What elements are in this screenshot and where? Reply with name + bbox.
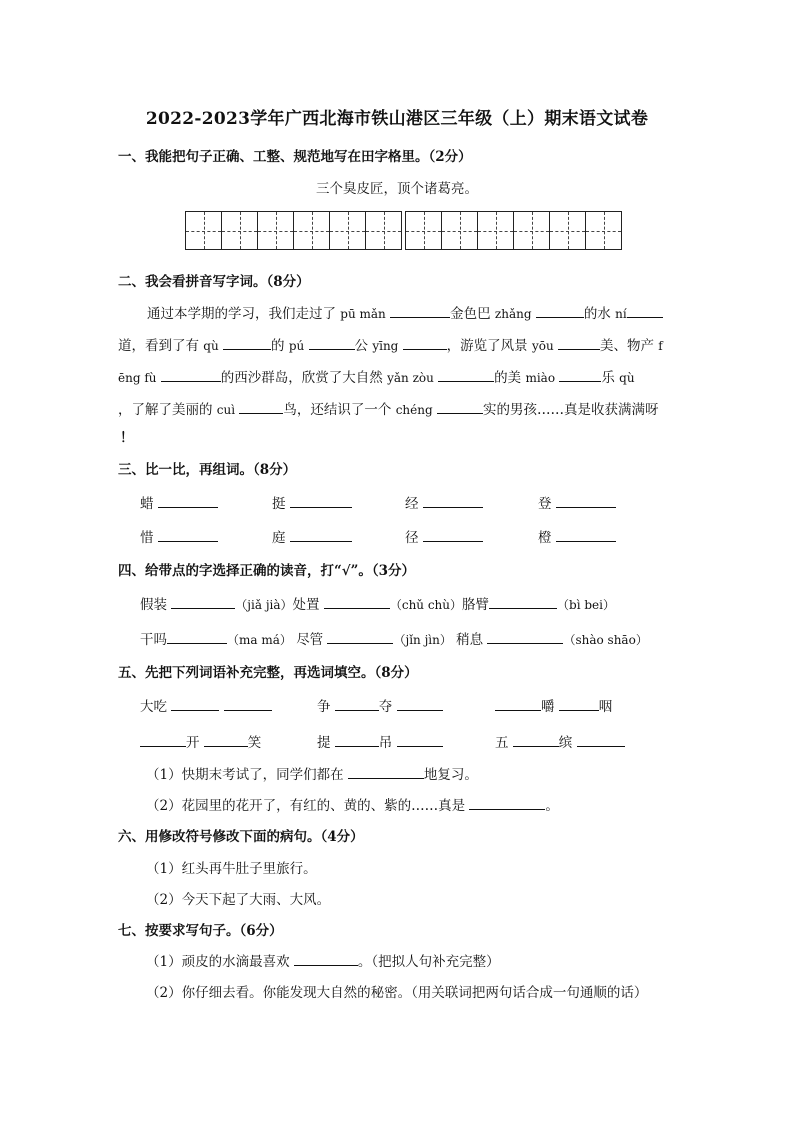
reading-row-2	[140, 628, 648, 648]
answer-blank[interactable]	[536, 303, 584, 318]
answer-blank[interactable]	[438, 367, 494, 382]
character: 挺	[272, 496, 286, 512]
word: 处置	[292, 597, 320, 613]
pinyin-options[interactable]: （shào shāo）	[563, 633, 648, 647]
pinyin-options[interactable]: （jiǎ jià）	[235, 598, 293, 612]
character: 蜡	[140, 496, 154, 512]
text: 缤	[558, 735, 573, 751]
character: 庭	[272, 530, 286, 546]
tianzige-cell[interactable]	[293, 212, 329, 249]
pinyin: qù	[619, 371, 635, 385]
pinyin-line-2	[118, 334, 663, 354]
tianzige-cell[interactable]	[221, 212, 257, 249]
text: 鸟，还结识了一个	[283, 402, 392, 418]
answer-blank[interactable]	[327, 629, 393, 644]
answer-blank[interactable]	[495, 696, 541, 711]
idiom-item	[495, 731, 625, 751]
text: 嚼	[541, 699, 555, 715]
text: ，了解了美丽的	[118, 402, 213, 418]
answer-blank[interactable]	[224, 696, 272, 711]
answer-blank[interactable]	[403, 335, 447, 350]
text: 乐	[601, 370, 615, 386]
pinyin: yīng	[372, 339, 399, 353]
answer-blank[interactable]	[290, 527, 352, 542]
character: 惜	[140, 530, 154, 546]
text: 美、物产	[599, 338, 654, 354]
answer-blank[interactable]	[223, 335, 271, 350]
answer-blank[interactable]	[423, 527, 483, 542]
section-3-heading: 三、比一比，再组词。（8分）	[118, 462, 297, 478]
text: 五	[495, 735, 509, 751]
text: 吊	[378, 735, 393, 751]
answer-blank[interactable]	[487, 629, 563, 644]
text: 实的男孩……真是收获满满呀	[482, 402, 659, 418]
tianzige-cell[interactable]	[406, 212, 441, 249]
answer-blank[interactable]	[204, 732, 248, 747]
pinyin: yǎn zòu	[387, 371, 434, 385]
word: 假装	[140, 597, 167, 613]
answer-blank[interactable]	[171, 594, 235, 609]
answer-blank[interactable]	[437, 399, 483, 414]
text: 的美	[494, 370, 522, 386]
rewrite-question-2: （2）你仔细去看。你能发现大自然的秘密。（用关联词把两句话合成一句通顺的话）	[146, 985, 648, 1001]
text: 的西沙群岛，欣赏了大自然	[220, 370, 383, 386]
answer-blank[interactable]	[556, 527, 616, 542]
tianzige-group-2	[405, 211, 622, 250]
answer-blank[interactable]	[335, 696, 379, 711]
answer-blank[interactable]	[309, 335, 355, 350]
pinyin: zhǎng	[494, 307, 532, 321]
compare-item	[140, 492, 218, 512]
pinyin: pū mǎn	[340, 307, 386, 321]
answer-blank[interactable]	[397, 696, 443, 711]
answer-blank[interactable]	[335, 732, 379, 747]
answer-blank[interactable]	[556, 493, 616, 508]
section-1-heading: 一、我能把句子正确、工整、规范地写在田字格里。（2分）	[118, 149, 472, 165]
text: 提	[317, 735, 331, 751]
text: 金色巴	[450, 306, 491, 322]
answer-blank[interactable]	[469, 795, 545, 810]
compare-item	[272, 526, 352, 546]
text: （1）顽皮的水滴最喜欢	[146, 954, 290, 970]
pinyin-options[interactable]: （bì bei）	[557, 598, 615, 612]
answer-blank[interactable]	[559, 696, 599, 711]
answer-blank[interactable]	[294, 951, 358, 966]
pinyin: ēng fù	[118, 371, 157, 385]
answer-blank[interactable]	[397, 732, 443, 747]
text: 开	[186, 735, 200, 751]
pinyin-options[interactable]: （chǔ chù）	[389, 598, 463, 612]
answer-blank[interactable]	[158, 527, 218, 542]
tianzige-cell[interactable]	[477, 212, 513, 249]
word: 胳臂	[462, 597, 490, 613]
tianzige-group-1	[185, 211, 402, 250]
answer-blank[interactable]	[324, 594, 390, 609]
answer-blank[interactable]	[423, 493, 483, 508]
idiom-item	[317, 695, 443, 715]
compare-item	[538, 526, 616, 546]
tianzige-cell[interactable]	[365, 212, 401, 249]
answer-blank[interactable]	[513, 732, 559, 747]
compare-item	[405, 492, 483, 512]
text: 大吃	[140, 699, 167, 715]
page-title: 2022-2023学年广西北海市铁山港区三年级（上）期末语文试卷	[145, 109, 649, 129]
tianzige-cell[interactable]	[549, 212, 585, 249]
answer-blank[interactable]	[558, 335, 600, 350]
section-6-heading: 六、用修改符号修改下面的病句。（4分）	[118, 829, 364, 845]
section-7-heading: 七、按要求写句子。（6分）	[118, 923, 283, 939]
answer-blank[interactable]	[348, 764, 424, 779]
character: 登	[538, 496, 552, 512]
character: 橙	[538, 530, 552, 546]
text: （2）花园里的花开了，有红的、黄的、紫的……真是	[146, 798, 466, 814]
rewrite-question-1	[146, 950, 500, 970]
text: 。（把拟人句补充完整）	[357, 954, 500, 970]
text: 地复习。	[423, 767, 478, 783]
pinyin-options[interactable]: （ma má）	[227, 633, 292, 647]
pinyin-line-5: ！	[120, 430, 134, 446]
text: 争	[317, 699, 331, 715]
pinyin: chéng	[395, 403, 433, 417]
sentence-fix-1: （1）红头再牛肚子里旅行。	[146, 861, 317, 877]
text: 的	[271, 338, 285, 354]
character: 经	[405, 496, 419, 512]
tianzige-cell[interactable]	[329, 212, 365, 249]
text: ，游览了风景	[446, 338, 528, 354]
compare-item	[405, 526, 483, 546]
answer-blank[interactable]	[489, 594, 557, 609]
tianzige-cell[interactable]	[186, 212, 221, 249]
fill-question-2	[146, 794, 559, 814]
tianzige-cell[interactable]	[441, 212, 477, 249]
answer-blank[interactable]	[390, 303, 450, 318]
tianzige-cell[interactable]	[257, 212, 293, 249]
section-5-heading: 五、先把下列词语补充完整，再选词填空。（8分）	[118, 665, 418, 681]
pinyin: ní	[615, 307, 627, 321]
text: 夺	[378, 699, 393, 715]
idiom-item	[317, 731, 443, 751]
compare-item	[272, 492, 352, 512]
idiom-item	[140, 731, 261, 751]
pinyin: f	[658, 339, 663, 353]
answer-blank[interactable]	[627, 303, 663, 318]
pinyin: qù	[203, 339, 219, 353]
text: 的水	[583, 306, 611, 322]
compare-item	[538, 492, 616, 512]
idiom-item	[495, 695, 612, 715]
section-2-heading: 二、我会看拼音写字词。（8分）	[118, 274, 310, 290]
text: 通过本学期的学习，我们走过了	[147, 306, 336, 322]
answer-blank[interactable]	[161, 367, 221, 382]
answer-blank[interactable]	[290, 493, 352, 508]
answer-blank[interactable]	[239, 399, 283, 414]
pinyin: cuì	[216, 403, 236, 417]
fill-question-1	[146, 763, 478, 783]
section-4-heading: 四、给带点的字选择正确的读音，打“√”。（3分）	[118, 563, 416, 579]
section-1-sentence: 三个臭皮匠，顶个诸葛亮。	[316, 181, 478, 197]
reading-row-1	[140, 593, 615, 613]
tianzige-grid[interactable]	[185, 211, 622, 250]
pinyin-line-4	[118, 398, 658, 418]
tianzige-cell[interactable]	[513, 212, 549, 249]
answer-blank[interactable]	[140, 732, 186, 747]
pinyin-options[interactable]: （jǐn jìn）	[393, 633, 452, 647]
text: 咽	[598, 699, 613, 715]
answer-blank[interactable]	[577, 732, 625, 747]
tianzige-cell[interactable]	[585, 212, 621, 249]
pinyin: pú	[288, 339, 305, 353]
answer-blank[interactable]	[158, 493, 218, 508]
word: 尽管	[296, 632, 324, 648]
text: 道，看到了有	[118, 338, 199, 354]
text: 公	[354, 338, 369, 354]
compare-item	[140, 526, 218, 546]
word: 干吗	[140, 632, 167, 648]
pinyin: miào	[525, 371, 556, 385]
word: 稍息	[456, 632, 484, 648]
pinyin: yōu	[531, 339, 554, 353]
text: 笑	[247, 735, 262, 751]
answer-blank[interactable]	[171, 696, 219, 711]
idiom-item	[140, 695, 272, 715]
answer-blank[interactable]	[559, 367, 601, 382]
text: （1）快期末考试了，同学们都在	[146, 767, 344, 783]
pinyin-line-3	[118, 366, 635, 386]
answer-blank[interactable]	[167, 629, 227, 644]
pinyin-line-1	[147, 302, 663, 322]
character: 径	[405, 530, 419, 546]
sentence-fix-2: （2）今天下起了大雨、大风。	[146, 892, 331, 908]
text: 。	[545, 798, 559, 814]
